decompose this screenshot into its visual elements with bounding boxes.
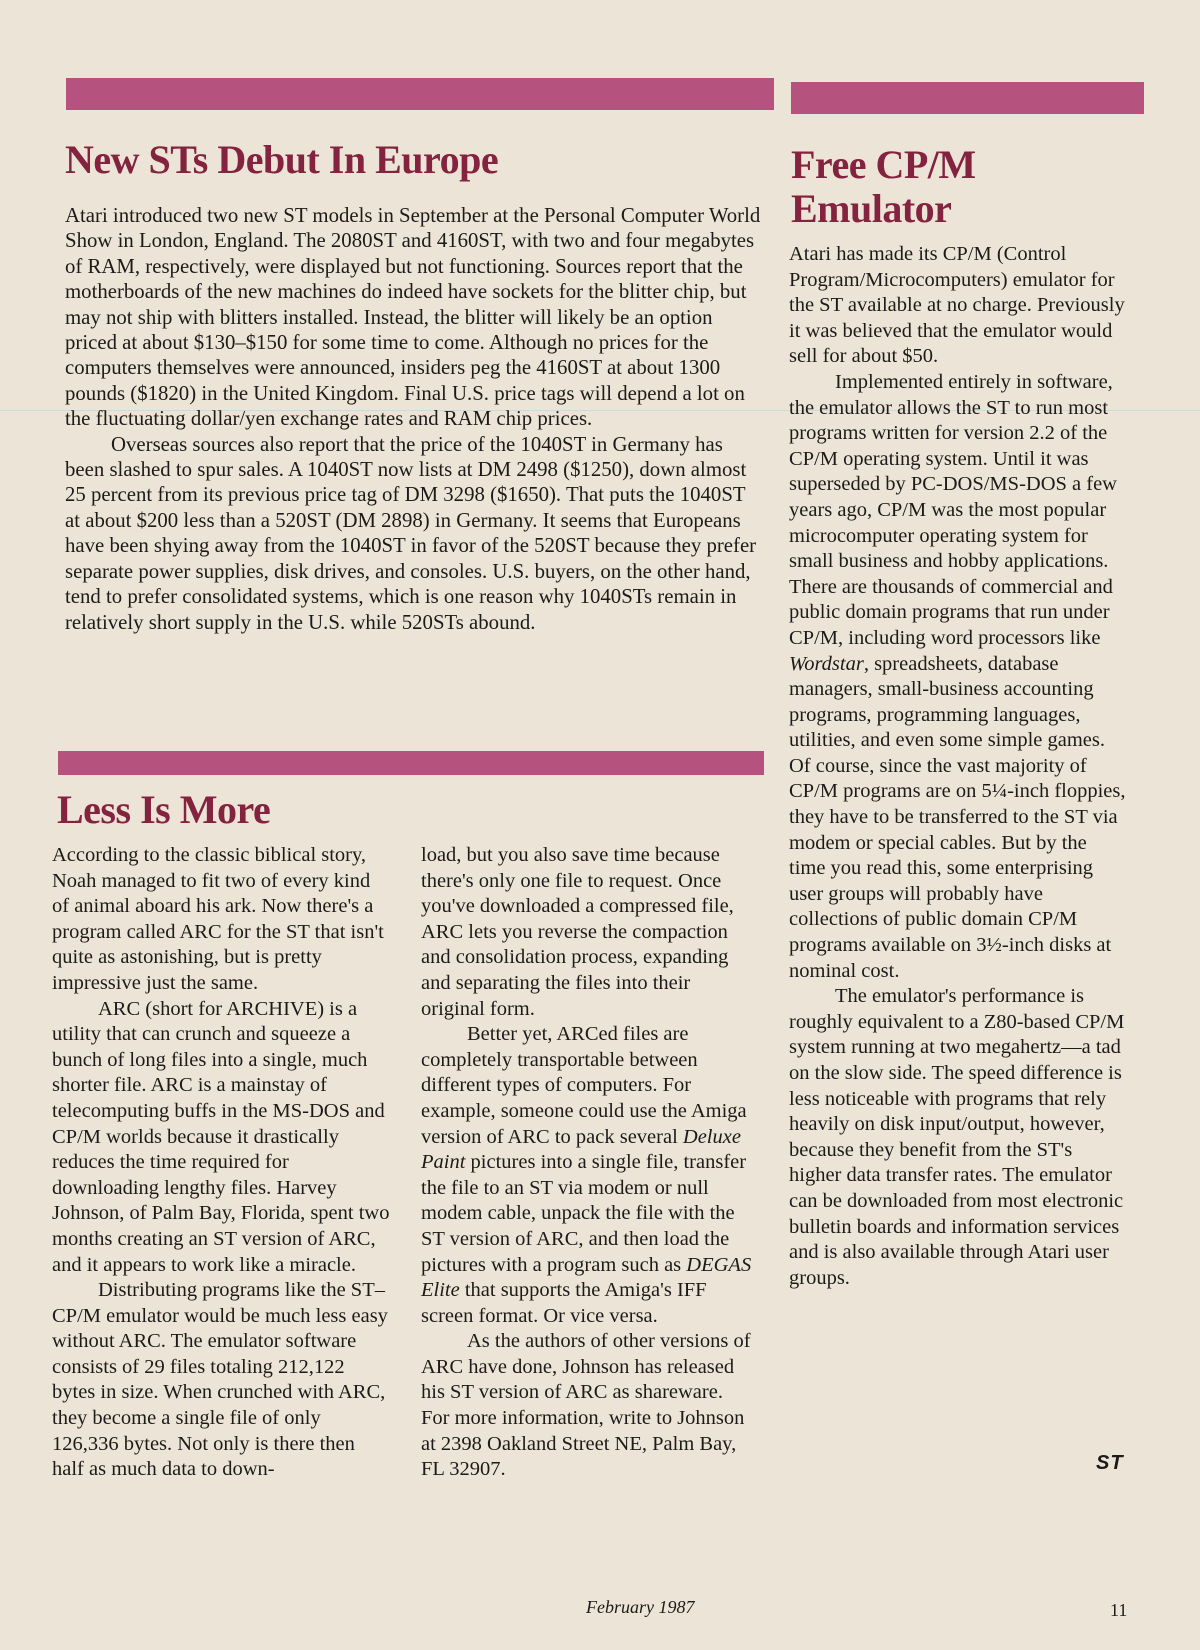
page-number: 11 [1110,1600,1128,1620]
paragraph: According to the classic biblical story, Noah managed to fit two of every kind of animal aboard his ark. Now there's a program called ARC for the ST that isn't quite as astonishing, but is pretty impressive just the same. [52,844,384,994]
headline-new-sts: New STs Debut In Europe [65,137,499,182]
headline-line: Emulator [791,186,952,231]
paragraph: Atari introduced two new ST models in September at the Personal Computer World Show in London, England. The 2080ST and 4160ST, with two and four megabytes of RAM, respectively, were displayed but not functioning. Sources report that the motherboards of the new machines do indeed have sockets for the blitter chip, but may not ship with blitters installed. Instead, the blitter will likely be an option priced at about $130–$150 for some time to come. Although no prices for the computers themselves were announced, insiders peg the 4160ST at about 1300 pounds ($1820) in the United Kingdom. Final U.S. price tags will depend a lot on the fluctuating dollar/yen exchange rates and RAM chip prices. [65,204,761,431]
section-bar-middle [58,751,764,775]
product-name: Wordstar [789,652,864,675]
headline-free-cpm-emulator [791,143,976,231]
headline-less-is-more: Less Is More [57,787,271,832]
st-end-mark-logo: ST [1096,1452,1124,1474]
text-run: that supports the Amiga's IFF screen format. Or vice versa. [421,1279,707,1327]
paragraph [789,370,1127,984]
section-bar-top-left [66,78,774,110]
paragraph: Distributing programs like the ST–CP/M emulator would be much less easy without ARC. The emulator software consists of 29 files totaling 212,122 bytes in size. When crunched with ARC, they become a single file of only 126,336 bytes. Not only is there then half as much data to down- [52,1279,388,1481]
paragraph: Overseas sources also report that the price of the 1040ST in Germany has been slashed to spur sales. A 1040ST now lists at DM 2498 ($1250), down almost 25 percent from its previous price tag of DM 3298 ($1650). That puts the 1040ST at about $200 less than a 520ST (DM 2898) in Germany. It seems that Europeans have been shying away from the 1040ST in favor of the 520ST because they prefer separate power supplies, disk drives, and consoles. U.S. buyers, on the other hand, tend to prefer consolidated systems, which is one reason why 1040STs remain in relatively short supply in the U.S. while 520STs abound. [65,432,757,634]
article-new-sts-body [65,203,763,635]
paragraph: Atari has made its CP/M (Control Program/Microcomputers) emulator for the ST available at no charge. Previously it was believed that the emulator would sell for about $50. [789,243,1125,368]
product-name: DEGAS Elite [421,1253,752,1302]
article-cpm-body [789,242,1127,1291]
text-run: , spreadsheets, database managers, small-business accounting programs, programming languages, utilities, and even some simple games. Of course, since the vast majority of CP/M programs are on 5¼-inch floppies, they have to be transferred to the ST via modem or special cables. But by the time you read this, some enterprising user groups will probably have collections of public domain CP/M programs available on 3½-inch disks at nominal cost. [789,652,1126,982]
article-less-is-more-column-1 [52,843,390,1483]
paragraph: As the authors of other versions of ARC have done, Johnson has released his ST version of ARC as shareware. For more information, write to Johnson at 2398 Oakland Street NE, Palm Bay, FL 32907. [421,1330,751,1481]
text-run: pictures into a single file, transfer the file to an ST via modem or null modem cable, unpack the file with the ST version of ARC, and then load the pictures with a program such as [421,1151,747,1276]
headline-line: Free CP/M [791,142,976,187]
text-run: Implemented entirely in software, the emulator allows the ST to run most programs written for version 2.2 of the CP/M operating system. Until it was superseded by PC-DOS/MS-DOS a few years ago, CP/M was the most popular microcomputer operating system for small business and hobby applications. There are thousands of commercial and public domain programs that run under CP/M, including word processors like [789,370,1117,649]
article-less-is-more-column-2 [421,843,753,1483]
paragraph: load, but you also save time because there's only one file to request. Once you've downloaded a compressed file, ARC lets you reverse the compaction and consolidation process, expanding and separating the files into their original form. [421,844,734,1020]
section-bar-top-right [791,82,1144,114]
issue-date: February 1987 [586,1597,695,1617]
product-name: Deluxe Paint [421,1125,741,1174]
paragraph: ARC (short for ARCHIVE) is a utility that can crunch and squeeze a bunch of long files into a single, much shorter file. ARC is a mainstay of telecomputing buffs in the MS-DOS and CP/M worlds because it drastically reduces the time required for downloading lengthy files. Harvey Johnson, of Palm Bay, Florida, spent two months creating an ST version of ARC, and it appears to work like a miracle. [52,997,390,1276]
text-run: Better yet, ARCed files are completely transportable between different types of computers. For example, someone could use the Amiga version of ARC to pack several [421,1023,747,1148]
paragraph: The emulator's performance is roughly equivalent to a Z80-based CP/M system running at two megahertz—a tad on the slow side. The speed difference is less noticeable with programs that rely heavily on disk input/output, however, because they benefit from the ST's higher data transfer rates. The emulator can be downloaded from most electronic bulletin boards and information services and is also available through Atari user groups. [789,985,1125,1289]
paragraph [421,1022,753,1329]
